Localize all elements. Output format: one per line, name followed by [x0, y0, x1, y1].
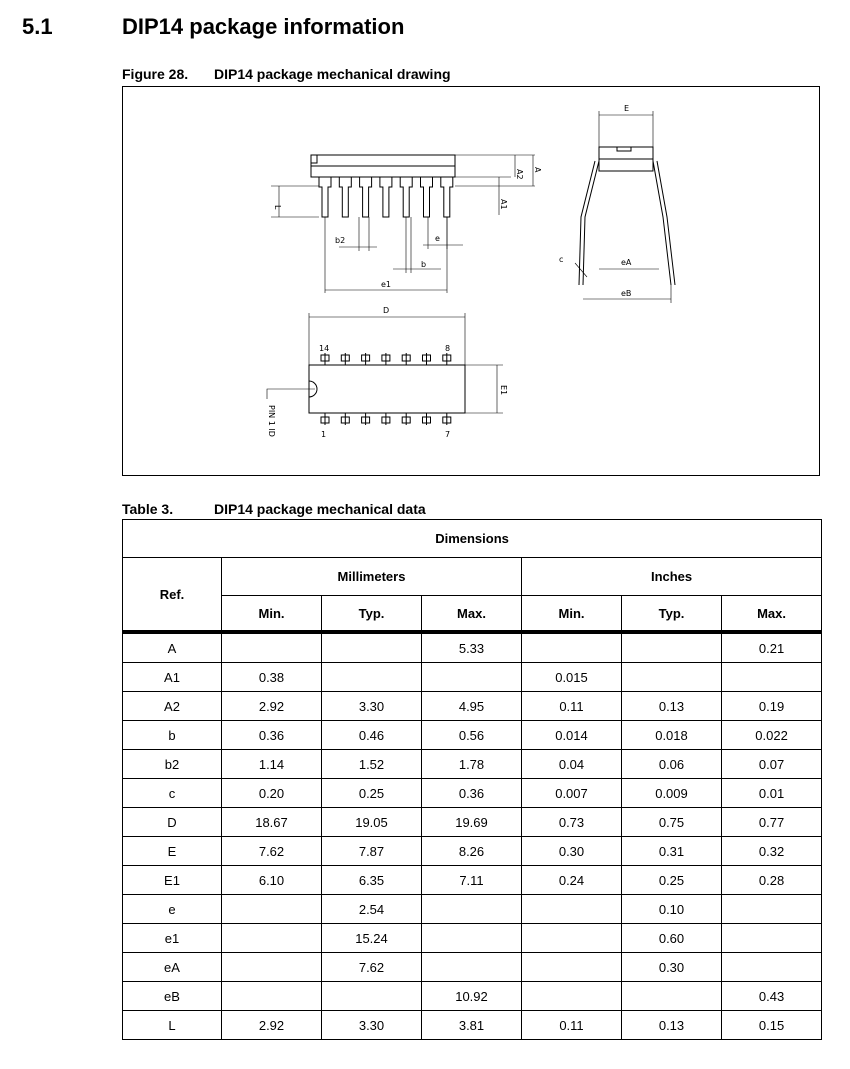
side-lead	[339, 177, 351, 217]
table-row	[123, 779, 822, 808]
value-cell: 2.54	[322, 895, 422, 924]
value-cell: 0.022	[722, 721, 822, 750]
value-cell	[222, 953, 322, 982]
value-cell: 0.07	[722, 750, 822, 779]
value-cell: 7.62	[222, 837, 322, 866]
value-cell	[522, 924, 622, 953]
table-row	[123, 692, 822, 721]
value-cell: 0.11	[522, 692, 622, 721]
dim-A2: A2	[515, 169, 524, 180]
value-cell: 0.25	[622, 866, 722, 895]
dim-eA: eA	[621, 258, 632, 267]
dim-e: e	[435, 234, 440, 243]
value-cell	[422, 924, 522, 953]
value-cell: 0.009	[622, 779, 722, 808]
dim-E: E	[624, 104, 630, 113]
value-cell: 0.24	[522, 866, 622, 895]
figure-title: DIP14 package mechanical drawing	[214, 66, 451, 82]
value-cell: 4.95	[422, 692, 522, 721]
value-cell: 0.19	[722, 692, 822, 721]
dim-A: A	[533, 167, 542, 173]
value-cell: 2.92	[222, 1011, 322, 1040]
top-leads	[321, 353, 451, 425]
ref-cell: E1	[123, 866, 222, 895]
value-cell: 0.31	[622, 837, 722, 866]
value-cell: 0.21	[722, 632, 822, 663]
ref-cell: A1	[123, 663, 222, 692]
value-cell: 2.92	[222, 692, 322, 721]
drawing-svg	[123, 87, 821, 477]
table-label: Table 3.	[122, 501, 174, 517]
ref-cell: E	[123, 837, 222, 866]
value-cell	[422, 895, 522, 924]
table-row	[123, 750, 822, 779]
value-cell: 5.33	[422, 632, 522, 663]
value-cell: 0.06	[622, 750, 722, 779]
value-cell: 1.52	[322, 750, 422, 779]
value-cell	[722, 953, 822, 982]
pin1-id-label: PIN 1 ID	[267, 405, 276, 437]
value-cell: 0.32	[722, 837, 822, 866]
value-cell: 0.10	[622, 895, 722, 924]
value-cell	[522, 953, 622, 982]
value-cell	[322, 632, 422, 663]
value-cell	[722, 663, 822, 692]
value-cell: 0.43	[722, 982, 822, 1011]
subheader-mm-typ: Typ.	[322, 596, 422, 633]
value-cell: 0.014	[522, 721, 622, 750]
value-cell: 0.28	[722, 866, 822, 895]
value-cell: 0.46	[322, 721, 422, 750]
dim-eB: eB	[621, 289, 632, 298]
dim-b: b	[421, 260, 427, 269]
top-view	[267, 313, 503, 425]
value-cell	[522, 982, 622, 1011]
value-cell: 3.81	[422, 1011, 522, 1040]
value-cell: 0.56	[422, 721, 522, 750]
ref-cell: e	[123, 895, 222, 924]
value-cell	[522, 895, 622, 924]
value-cell: 0.36	[422, 779, 522, 808]
value-cell	[422, 663, 522, 692]
value-cell: 6.10	[222, 866, 322, 895]
value-cell	[622, 982, 722, 1011]
header-dimensions: Dimensions	[123, 520, 822, 558]
value-cell	[222, 924, 322, 953]
value-cell: 0.01	[722, 779, 822, 808]
value-cell	[722, 895, 822, 924]
side-view	[271, 155, 535, 293]
ref-cell: c	[123, 779, 222, 808]
dim-E1: E1	[499, 385, 508, 396]
table-body	[123, 632, 822, 1040]
value-cell	[322, 663, 422, 692]
value-cell: 15.24	[322, 924, 422, 953]
value-cell: 0.11	[522, 1011, 622, 1040]
dim-e1: e1	[381, 280, 392, 289]
side-lead	[400, 177, 412, 217]
pin-label-8: 8	[445, 344, 451, 353]
side-lead	[319, 177, 331, 217]
table-row	[123, 982, 822, 1011]
section-number: 5.1	[22, 14, 53, 39]
value-cell: 0.30	[522, 837, 622, 866]
value-cell: 0.30	[622, 953, 722, 982]
table-row	[123, 721, 822, 750]
header-inches: Inches	[522, 558, 822, 596]
value-cell	[422, 953, 522, 982]
value-cell: 19.69	[422, 808, 522, 837]
mechanical-drawing	[122, 86, 820, 476]
pin-label-14: 14	[319, 344, 330, 353]
table-row	[123, 837, 822, 866]
value-cell	[222, 895, 322, 924]
table-row	[123, 1011, 822, 1040]
header-millimeters: Millimeters	[222, 558, 522, 596]
subheader-in-max: Max.	[722, 596, 822, 633]
value-cell: 3.30	[322, 692, 422, 721]
mechanical-data-table	[122, 519, 822, 1040]
value-cell: 0.36	[222, 721, 322, 750]
value-cell: 0.77	[722, 808, 822, 837]
value-cell: 18.67	[222, 808, 322, 837]
value-cell: 1.14	[222, 750, 322, 779]
figure-caption	[122, 66, 451, 82]
value-cell: 0.60	[622, 924, 722, 953]
value-cell: 0.13	[622, 1011, 722, 1040]
header-ref: Ref.	[123, 558, 222, 633]
pin-label-1: 1	[321, 430, 327, 439]
subheader-in-typ: Typ.	[622, 596, 722, 633]
value-cell	[722, 924, 822, 953]
table-row	[123, 895, 822, 924]
side-lead	[441, 177, 453, 217]
table-title: DIP14 package mechanical data	[214, 501, 426, 517]
pin-label-7: 7	[445, 430, 451, 439]
table-row	[123, 924, 822, 953]
value-cell	[222, 632, 322, 663]
value-cell: 0.38	[222, 663, 322, 692]
ref-cell: A	[123, 632, 222, 663]
ref-cell: L	[123, 1011, 222, 1040]
value-cell	[322, 982, 422, 1011]
ref-cell: A2	[123, 692, 222, 721]
value-cell: 19.05	[322, 808, 422, 837]
value-cell: 0.015	[522, 663, 622, 692]
table-caption	[122, 501, 426, 517]
dim-L: L	[273, 205, 282, 210]
value-cell: 0.018	[622, 721, 722, 750]
value-cell: 0.20	[222, 779, 322, 808]
value-cell: 1.78	[422, 750, 522, 779]
ref-cell: b2	[123, 750, 222, 779]
side-lead	[380, 177, 392, 217]
value-cell	[622, 663, 722, 692]
value-cell	[222, 982, 322, 1011]
table-row	[123, 632, 822, 663]
value-cell: 6.35	[322, 866, 422, 895]
value-cell: 0.75	[622, 808, 722, 837]
table-row	[123, 866, 822, 895]
ref-cell: eA	[123, 953, 222, 982]
end-view	[575, 111, 675, 303]
dim-c: c	[559, 255, 564, 264]
value-cell: 0.04	[522, 750, 622, 779]
figure-label: Figure 28.	[122, 66, 189, 82]
value-cell: 0.15	[722, 1011, 822, 1040]
value-cell: 0.25	[322, 779, 422, 808]
subheader-in-min: Min.	[522, 596, 622, 633]
side-leads	[319, 177, 453, 217]
subheader-mm-max: Max.	[422, 596, 522, 633]
side-lead	[421, 177, 433, 217]
value-cell: 0.73	[522, 808, 622, 837]
ref-cell: D	[123, 808, 222, 837]
value-cell: 0.007	[522, 779, 622, 808]
value-cell: 8.26	[422, 837, 522, 866]
value-cell: 3.30	[322, 1011, 422, 1040]
value-cell: 0.13	[622, 692, 722, 721]
value-cell	[622, 632, 722, 663]
section-title: DIP14 package information	[122, 14, 405, 39]
value-cell: 10.92	[422, 982, 522, 1011]
subheader-mm-min: Min.	[222, 596, 322, 633]
value-cell	[522, 632, 622, 663]
ref-cell: eB	[123, 982, 222, 1011]
value-cell: 7.11	[422, 866, 522, 895]
ref-cell: e1	[123, 924, 222, 953]
table-row	[123, 953, 822, 982]
table-row	[123, 808, 822, 837]
dim-D: D	[383, 306, 390, 315]
table-row	[123, 663, 822, 692]
dim-A1: A1	[499, 199, 508, 210]
side-lead	[360, 177, 372, 217]
value-cell: 7.87	[322, 837, 422, 866]
value-cell: 7.62	[322, 953, 422, 982]
dim-b2: b2	[335, 236, 346, 245]
ref-cell: b	[123, 721, 222, 750]
